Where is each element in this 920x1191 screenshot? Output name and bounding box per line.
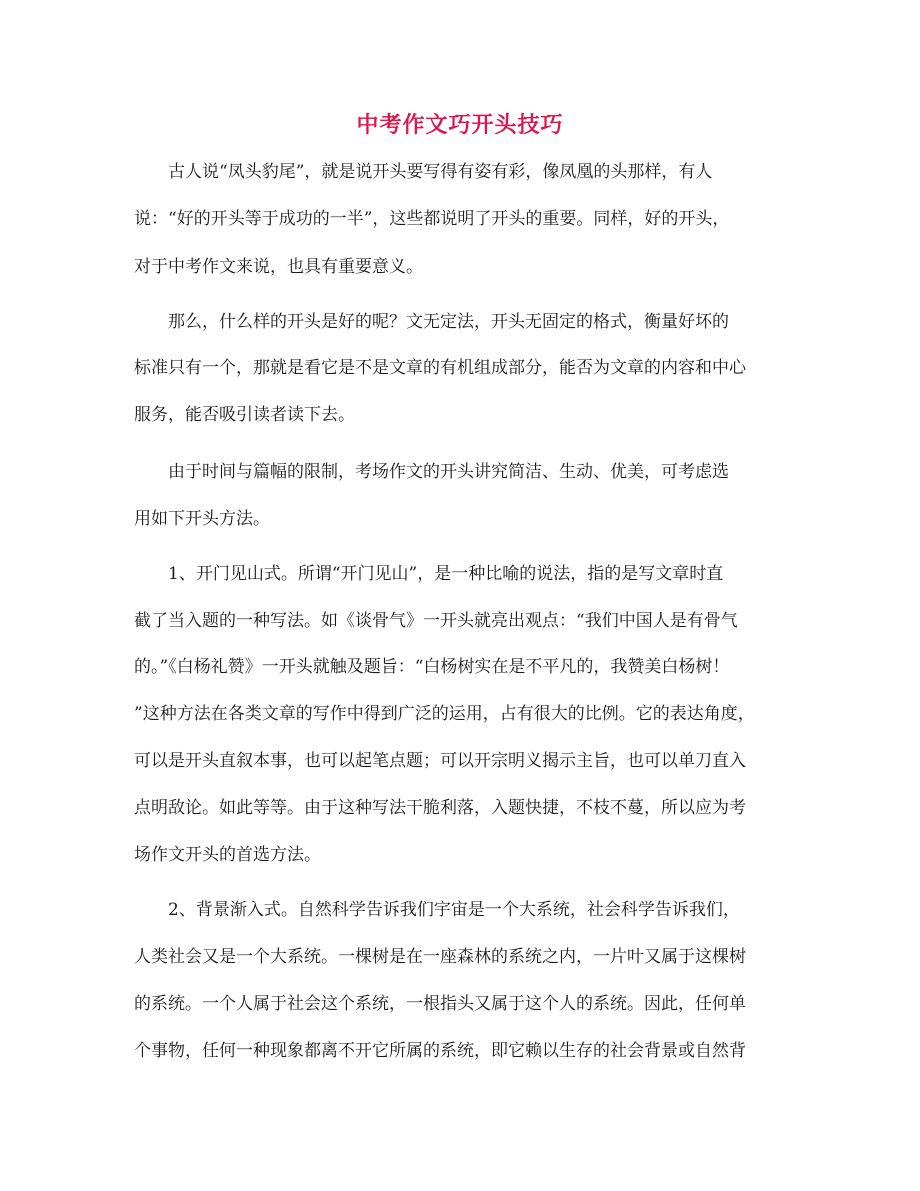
text-line: 个事物，任何一种现象都离不开它所属的系统，即它赖以生存的社会背景或自然背 — [134, 1041, 746, 1061]
text-line: 截了当入题的一种写法。如《谈骨气》一开头就亮出观点：“我们中国人是有骨气 — [134, 611, 738, 631]
text-line: 的系统。一个人属于社会这个系统，一根指头又属于这个人的系统。因此，任何单 — [134, 994, 746, 1014]
text-line: 对于中考作文来说，也具有重要意义。 — [134, 257, 423, 277]
text-line: 2、背景渐入式。自然科学告诉我们宇宙是一个大系统，社会科学告诉我们， — [168, 900, 740, 920]
text-line: 可以是开头直叙本事，也可以起笔点题；可以开宗明义揭示主旨，也可以单刀直入 — [134, 751, 746, 771]
text-line: 标准只有一个，那就是看它是不是文章的有机组成部分，能否为文章的内容和中心 — [134, 358, 746, 378]
text-line: 1、开门见山式。所谓“开门见山”，是一种比喻的说法，指的是写文章时直 — [168, 564, 724, 584]
text-line: 用如下开头方法。 — [134, 509, 270, 529]
page-title: 中考作文巧开头技巧 — [356, 113, 564, 138]
text-line: 场作文开头的首选方法。 — [134, 845, 321, 865]
text-line: 那么，什么样的开头是好的呢？文无定法，开头无固定的格式，衡量好坏的 — [168, 312, 729, 332]
text-line: 服务，能否吸引读者读下去。 — [134, 405, 355, 425]
text-line: 人类社会又是一个大系统。一棵树是在一座森林的系统之内，一片叶又属于这棵树 — [134, 947, 746, 967]
text-line: 点明敌论。如此等等。由于这种写法干脆利落，入题快捷，不枝不蔓，所以应为考 — [134, 798, 746, 818]
text-line: 古人说“凤头豹尾”，就是说开头要写得有姿有彩，像凤凰的头那样，有人 — [168, 162, 713, 182]
text-line: 说：“好的开头等于成功的一半”，这些都说明了开头的重要。同样，好的开头， — [134, 209, 730, 229]
text-line: 由于时间与篇幅的限制，考场作文的开头讲究简洁、生动、优美，可考虑选 — [168, 462, 729, 482]
text-line: ”这种方法在各类文章的写作中得到广泛的运用，占有很大的比例。它的表达角度， — [134, 704, 755, 724]
text-line: 的。”《白杨礼赞》一开头就触及题旨：“白杨树实在是不平凡的，我赞美白杨树！ — [134, 657, 730, 677]
